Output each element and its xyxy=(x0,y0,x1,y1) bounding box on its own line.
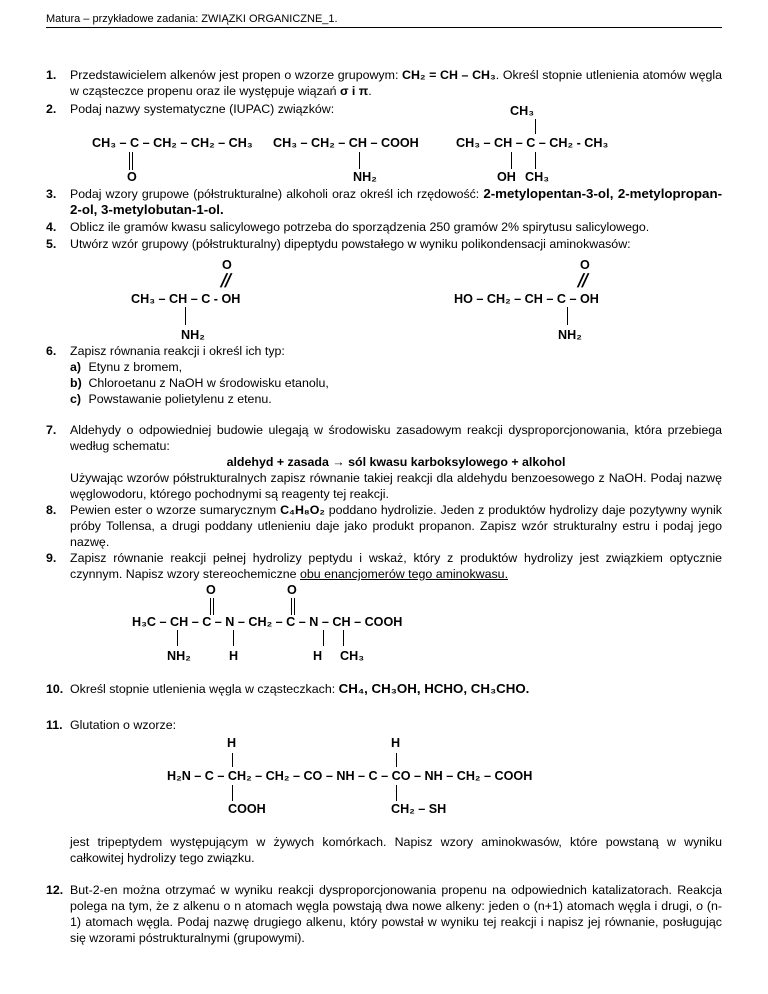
double-bond xyxy=(129,152,133,170)
q6-number: 6. xyxy=(46,344,57,358)
q7-text2: Używając wzorów półstrukturalnych zapisz równanie takiej reakcji dla aldehydu benzoesowego z NaOH. Podaj nazwę węglowodoru, którego pochodnymi są reagenty tej reakcji. xyxy=(70,471,722,501)
double-bond xyxy=(291,598,295,615)
q2-f3-top: CH₃ xyxy=(510,104,535,118)
bond-line xyxy=(396,753,397,767)
q5-a-top: O xyxy=(222,258,232,272)
q1-text: Przedstawicielem alkenów jest propen o wzorze grupowym: CH₂ = CH – CH₃. Określ stopnie utlenienia atomów węgla w cząsteczce propenu oraz ile występuje wiązań σ i π. xyxy=(70,68,722,98)
q2-f3-sub1: OH xyxy=(497,170,516,184)
q2-f3-chain: CH₃ – CH – C – CH₂ - CH₃ xyxy=(456,136,609,150)
q9-number: 9. xyxy=(46,551,57,565)
q7-text1: Aldehydy o odpowiedniej budowie ulegają w środowisku zasadowym reakcji dysproporcjonowania, która przebiega według schematu: xyxy=(70,423,722,453)
bond-line xyxy=(567,307,568,325)
q10-text: Określ stopnie utlenienia węgla w cząsteczkach: CH₄, CH₃OH, HCHO, CH₃CHO. xyxy=(70,681,530,696)
bond-line xyxy=(323,630,324,646)
bond-line xyxy=(185,307,186,325)
q8-number: 8. xyxy=(46,503,57,517)
q4-number: 4. xyxy=(46,220,57,234)
double-bond xyxy=(210,598,214,615)
bond-line xyxy=(343,630,344,646)
bond-line xyxy=(232,785,233,801)
q1-number: 1. xyxy=(46,68,57,82)
q8-text: Pewien ester o wzorze sumarycznym C₄H₈O₂ poddano hydrolizie. Jeden z produktów hydrolizy daje pozytywny wynik próby Tollensa, a drugi poddany utlenieniu daje jako produkt propanon. Zapisz wzór strukturalny estru i podaj jego nazwę. xyxy=(70,503,722,549)
q9-s3: H xyxy=(313,649,323,663)
q11-number: 11. xyxy=(46,718,63,732)
bond-line xyxy=(396,785,397,801)
q11-h2: H xyxy=(391,736,401,750)
q2-number: 2. xyxy=(46,102,57,116)
q8-formula: C₄H₈O₂ xyxy=(280,503,325,517)
q6-item-c: c) Powstawanie polietylenu z etenu. xyxy=(70,392,272,406)
bond-line xyxy=(233,630,234,646)
q12-number: 12. xyxy=(46,883,64,897)
q5-number: 5. xyxy=(46,237,57,251)
q10-number: 10. xyxy=(46,682,64,696)
q2-f1-sub: O xyxy=(127,170,137,184)
q5-b-top: O xyxy=(580,258,590,272)
q11-after: jest tripeptydem występującym w żywych komórkach. Napisz wzory aminokwasów, które powstaną w wyniku całkowitej hydrolizy tego związku. xyxy=(70,835,722,865)
q5-b-sub: NH₂ xyxy=(558,328,582,342)
q11-chain: H₂N – C – CH₂ – CH₂ – CO – NH – C – CO – NH – CH₂ – COOH xyxy=(167,769,533,783)
q11-s2: CH₂ – SH xyxy=(391,802,447,816)
bond-line xyxy=(232,753,233,767)
q7-number: 7. xyxy=(46,423,57,437)
double-bond: || xyxy=(575,271,592,288)
bond-line xyxy=(177,630,178,646)
q5-b-chain: HO – CH₂ – CH – C – OH xyxy=(454,292,599,306)
q9-chain: H₃C – CH – C – N – CH₂ – C – N – CH – COOH xyxy=(132,615,403,629)
q5-text: Utwórz wzór grupowy (półstrukturalny) dipeptydu powstałego w wyniku polikondensacji aminokwasów: xyxy=(70,237,631,251)
q11-text: Glutation o wzorze: xyxy=(70,718,177,732)
bond-line xyxy=(535,119,536,134)
page-header: Matura – przykładowe zadania: ZWIĄZKI ORGANICZNE_1. xyxy=(46,13,338,25)
q6-item-a: a) Etynu z bromem, xyxy=(70,360,183,374)
q2-f2-chain: CH₃ – CH₂ – CH – COOH xyxy=(273,136,419,150)
q6-text: Zapisz równania reakcji i określ ich typ: xyxy=(70,344,285,358)
q3-number: 3. xyxy=(46,187,57,201)
q9-text: Zapisz równanie reakcji pełnej hydrolizy peptydu i wskaż, który z produktów hydrolizy jest związkiem optycznie czynnym. Napisz wzory stereochemiczne obu enancjomerów tego aminokwasu. xyxy=(70,551,722,581)
q9-s4: CH₃ xyxy=(340,649,365,663)
q3-text: Podaj wzory grupowe (półstrukturalne) alkoholi oraz określ ich rzędowość: 2-metylopentan-3-ol, 2-metylopropan-2-ol, 3-metylobutan-1-ol. xyxy=(70,186,722,217)
double-bond: || xyxy=(218,271,235,288)
q2-f2-sub: NH₂ xyxy=(353,170,377,184)
q10-formulas: CH₄, CH₃OH, HCHO, CH₃CHO. xyxy=(338,681,530,696)
q1-bonds: σ i π xyxy=(339,84,369,98)
q9-o2: O xyxy=(287,583,297,597)
header-divider xyxy=(46,27,722,28)
bond-line xyxy=(511,152,512,169)
bond-line xyxy=(359,152,360,169)
q7-scheme: aldehyd + zasada → sól kwasu karboksylowego + alkohol xyxy=(226,455,566,469)
q9-s2: H xyxy=(229,649,239,663)
q3-names: 2-metylopentan-3-ol, 2-metylopropan-2-ol, 3-metylobutan-1-ol. xyxy=(70,186,722,217)
q1-formula: CH₂ = CH – CH₃ xyxy=(402,68,496,82)
q5-a-chain: CH₃ – CH – C - OH xyxy=(131,292,241,306)
q2-f1-chain: CH₃ – C – CH₂ – CH₂ – CH₃ xyxy=(92,136,253,150)
q9-s1: NH₂ xyxy=(167,649,191,663)
q2-f3-sub2: CH₃ xyxy=(525,170,550,184)
bond-line xyxy=(535,152,536,169)
q11-h1: H xyxy=(227,736,237,750)
q9-o1: O xyxy=(206,583,216,597)
q11-s1: COOH xyxy=(228,802,266,816)
q12-text: But-2-en można otrzymać w wyniku reakcji dysproporcjonowania propenu na odpowiednich katalizatorach. Reakcja polega na tym, że z alkenu o n atomach węgla powstają dwa nowe alkeny: jeden o (n+1) atomach węgla i drugi, o (n-1) atomach węgla. Podaj nazwę drugiego alkenu, który powstał w wyniku tej reakcji i napisz jej równanie, posługując się wzorami póstrukturalnymi (grupowymi). xyxy=(70,883,722,945)
q2-text: Podaj nazwy systematyczne (IUPAC) związków: xyxy=(70,102,335,116)
q4-text: Oblicz ile gramów kwasu salicylowego potrzeba do sporządzenia 250 gramów 2% spirytusu salicylowego. xyxy=(70,220,650,234)
q5-a-sub: NH₂ xyxy=(181,328,205,342)
q6-item-b: b) Chloroetanu z NaOH w środowisku etanolu, xyxy=(70,376,329,390)
